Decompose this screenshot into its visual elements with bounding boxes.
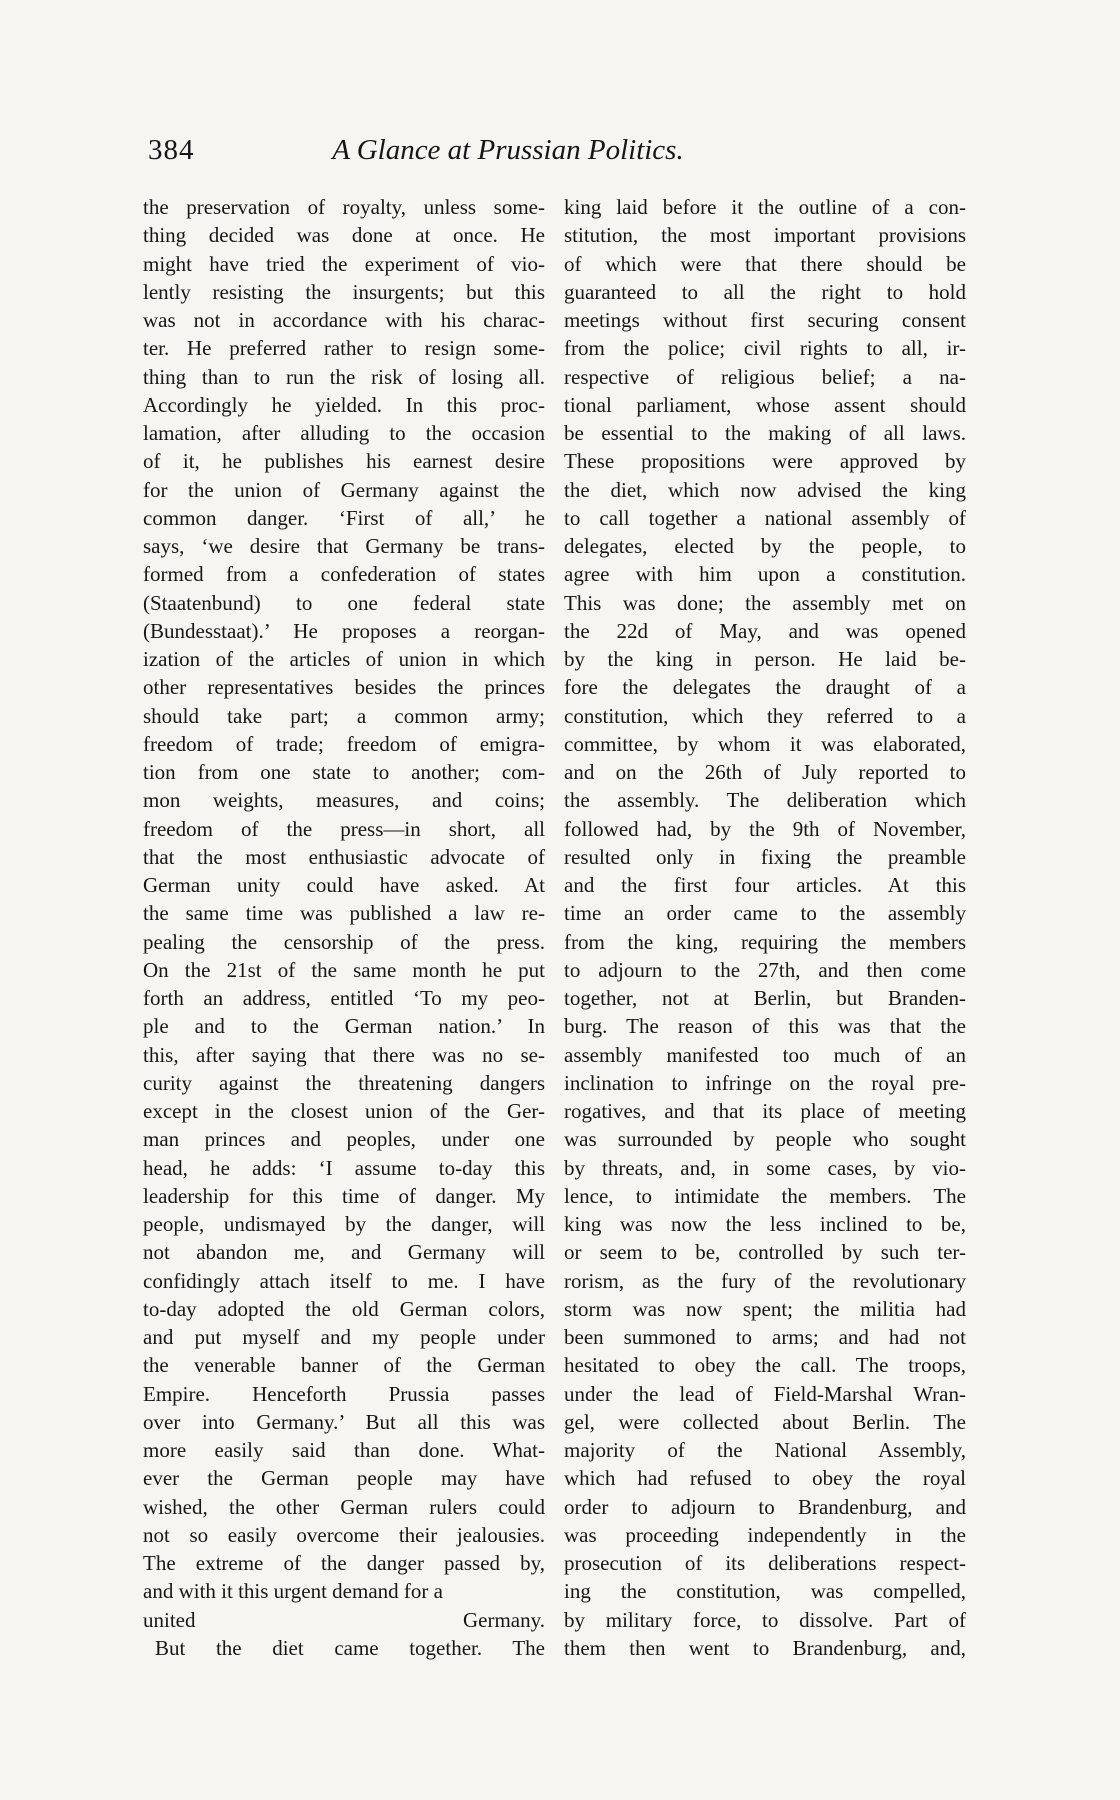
text-line: agree with him upon a constitution. [564, 562, 966, 587]
text-line: might have tried the experiment of vio- [143, 251, 545, 276]
text-line: for the union of Germany against the [143, 477, 545, 502]
text-line: wished, the other German rulers could [143, 1494, 545, 1519]
text-line: not so easily overcome their jealousies. [143, 1522, 545, 1547]
text-line: says, ‘we desire that Germany be trans- [143, 534, 545, 558]
text-line: or seem to be, controlled by such ter- [564, 1240, 966, 1265]
text-line: ing the constitution, was compelled, [564, 1579, 966, 1604]
text-line: freedom of the press—in short, all [143, 816, 545, 841]
text-line: German unity could have asked. At [143, 873, 545, 897]
text-line: forth an address, entitled ‘To my peo- [143, 986, 545, 1010]
text-line: this, after saying that there was no se- [143, 1042, 545, 1067]
text-line: the venerable banner of the German [143, 1353, 545, 1378]
running-title: A Glance at Prussian Politics. [332, 134, 684, 166]
text-line: from the police; civil rights to all, ir- [564, 336, 966, 361]
text-line: time an order came to the assembly [564, 901, 966, 926]
text-line: rogatives, and that its place of meeting [564, 1099, 966, 1123]
text-line: delegates, elected by the people, to [564, 534, 966, 558]
text-line: not abandon me, and Germany will [143, 1240, 545, 1265]
text-line: thing decided was done at once. He [143, 223, 545, 248]
text-line: that the most enthusiastic advocate of [143, 844, 545, 869]
text-line: king was now the less inclined to be, [564, 1212, 966, 1236]
text-line: united Germany. [143, 1607, 545, 1632]
text-line: the 22d of May, and was opened [564, 618, 966, 643]
text-line: But the diet came together. The [155, 1635, 545, 1660]
text-line: tion from one state to another; com- [143, 760, 545, 784]
text-line: The extreme of the danger passed by, [143, 1551, 545, 1575]
text-line: the diet, which now advised the king [564, 477, 966, 502]
text-line: king laid before it the outline of a con- [564, 195, 966, 219]
text-line: order to adjourn to Brandenburg, and [564, 1494, 966, 1519]
text-line: lamation, after alluding to the occasion [143, 421, 545, 445]
text-line: freedom of trade; freedom of emigra- [143, 731, 545, 756]
text-line: curity against the threatening dangers [143, 1070, 545, 1095]
text-line: stitution, the most important provisions [564, 223, 966, 248]
text-line: been summoned to arms; and had not [564, 1325, 966, 1349]
text-line: tional parliament, whose assent should [564, 392, 966, 417]
text-line: pealing the censorship of the press. [143, 929, 545, 954]
text-line: from the king, requiring the members [564, 929, 966, 954]
text-line: people, undismayed by the danger, will [143, 1212, 545, 1236]
text-line: together, not at Berlin, but Branden- [564, 986, 966, 1010]
text-line: under the lead of Field-Marshal Wran- [564, 1381, 966, 1406]
text-line: except in the closest union of the Ger- [143, 1099, 545, 1123]
text-line: to-day adopted the old German colors, [143, 1296, 545, 1321]
text-line: On the 21st of the same month he put [143, 957, 545, 982]
text-line: majority of the National Assembly, [564, 1438, 966, 1462]
text-line: storm was now spent; the militia had [564, 1296, 966, 1321]
text-line: other representatives besides the princes [143, 675, 545, 700]
text-line: them then went to Brandenburg, and, [564, 1635, 966, 1660]
text-line: burg. The reason of this was that the [564, 1014, 966, 1039]
text-line: more easily said than done. What- [143, 1438, 545, 1462]
text-line: by threats, and, in some cases, by vio- [564, 1155, 966, 1180]
text-line: formed from a confederation of states [143, 562, 545, 587]
text-line: respective of religious belief; a na- [564, 364, 966, 389]
text-line: leadership for this time of danger. My [143, 1183, 545, 1208]
text-line: followed had, by the 9th of November, [564, 816, 966, 841]
text-line: and put myself and my people under [143, 1325, 545, 1349]
text-line: meetings without first securing consent [564, 308, 966, 332]
text-line: thing than to run the risk of losing all. [143, 364, 545, 389]
text-line: assembly manifested too much of an [564, 1042, 966, 1067]
text-line: head, he adds: ‘I assume to-day this [143, 1155, 545, 1180]
text-line: the same time was published a law re- [143, 901, 545, 926]
text-line: to adjourn to the 27th, and then come [564, 957, 966, 982]
text-line: resulted only in fixing the preamble [564, 844, 966, 869]
text-line: rorism, as the fury of the revolutionary [564, 1268, 966, 1293]
text-line: was proceeding independently in the [564, 1522, 966, 1547]
text-line: was not in accordance with his charac- [143, 308, 545, 332]
text-line: ization of the articles of union in which [143, 647, 545, 671]
text-line: of which were that there should be [564, 251, 966, 276]
text-line: was surrounded by people who sought [564, 1127, 966, 1152]
text-line: lently resisting the insurgents; but this [143, 279, 545, 304]
text-line: to call together a national assembly of [564, 505, 966, 530]
text-line: prosecution of its deliberations respect- [564, 1551, 966, 1575]
text-line: and with it this urgent demand for a [143, 1579, 443, 1604]
text-line: the preservation of royalty, unless some- [143, 195, 545, 219]
text-line: gel, were collected about Berlin. The [564, 1409, 966, 1434]
text-line: and on the 26th of July reported to [564, 760, 966, 784]
text-line: ever the German people may have [143, 1466, 545, 1491]
text-line: ter. He preferred rather to resign some- [143, 336, 545, 361]
text-line: This was done; the assembly met on [564, 590, 966, 615]
text-line: These propositions were approved by [564, 449, 966, 474]
text-line: mon weights, measures, and coins; [143, 788, 545, 813]
text-line: by military force, to dissolve. Part of [564, 1607, 966, 1632]
text-line: man princes and peoples, under one [143, 1127, 545, 1152]
text-line: of it, he publishes his earnest desire [143, 449, 545, 474]
text-line: fore the delegates the draught of a [564, 675, 966, 700]
text-line: be essential to the making of all laws. [564, 421, 966, 445]
left-column [143, 193, 545, 1662]
text-line: common danger. ‘First of all,’ he [143, 505, 545, 530]
page-number: 384 [148, 134, 195, 166]
text-line: guaranteed to all the right to hold [564, 279, 966, 304]
text-line: (Bundesstaat).’ He proposes a reorgan- [143, 618, 545, 643]
text-line: the assembly. The deliberation which [564, 788, 966, 813]
text-line: lence, to intimidate the members. The [564, 1183, 966, 1208]
text-line: ple and to the German nation.’ In [143, 1014, 545, 1039]
text-line: over into Germany.’ But all this was [143, 1409, 545, 1434]
text-line: inclination to infringe on the royal pre- [564, 1070, 966, 1095]
text-line: constitution, which they referred to a [564, 703, 966, 728]
text-line: Accordingly he yielded. In this proc- [143, 392, 545, 417]
text-line: confidingly attach itself to me. I have [143, 1268, 545, 1293]
text-line: and the first four articles. At this [564, 873, 966, 897]
right-column [564, 193, 966, 1662]
text-line: (Staatenbund) to one federal state [143, 590, 545, 615]
page-header [148, 134, 776, 174]
text-line: by the king in person. He laid be- [564, 647, 966, 671]
text-line: hesitated to obey the call. The troops, [564, 1353, 966, 1378]
text-line: Empire. Henceforth Prussia passes [143, 1381, 545, 1406]
text-line: should take part; a common army; [143, 703, 545, 728]
text-line: which had refused to obey the royal [564, 1466, 966, 1491]
text-line: committee, by whom it was elaborated, [564, 731, 966, 756]
